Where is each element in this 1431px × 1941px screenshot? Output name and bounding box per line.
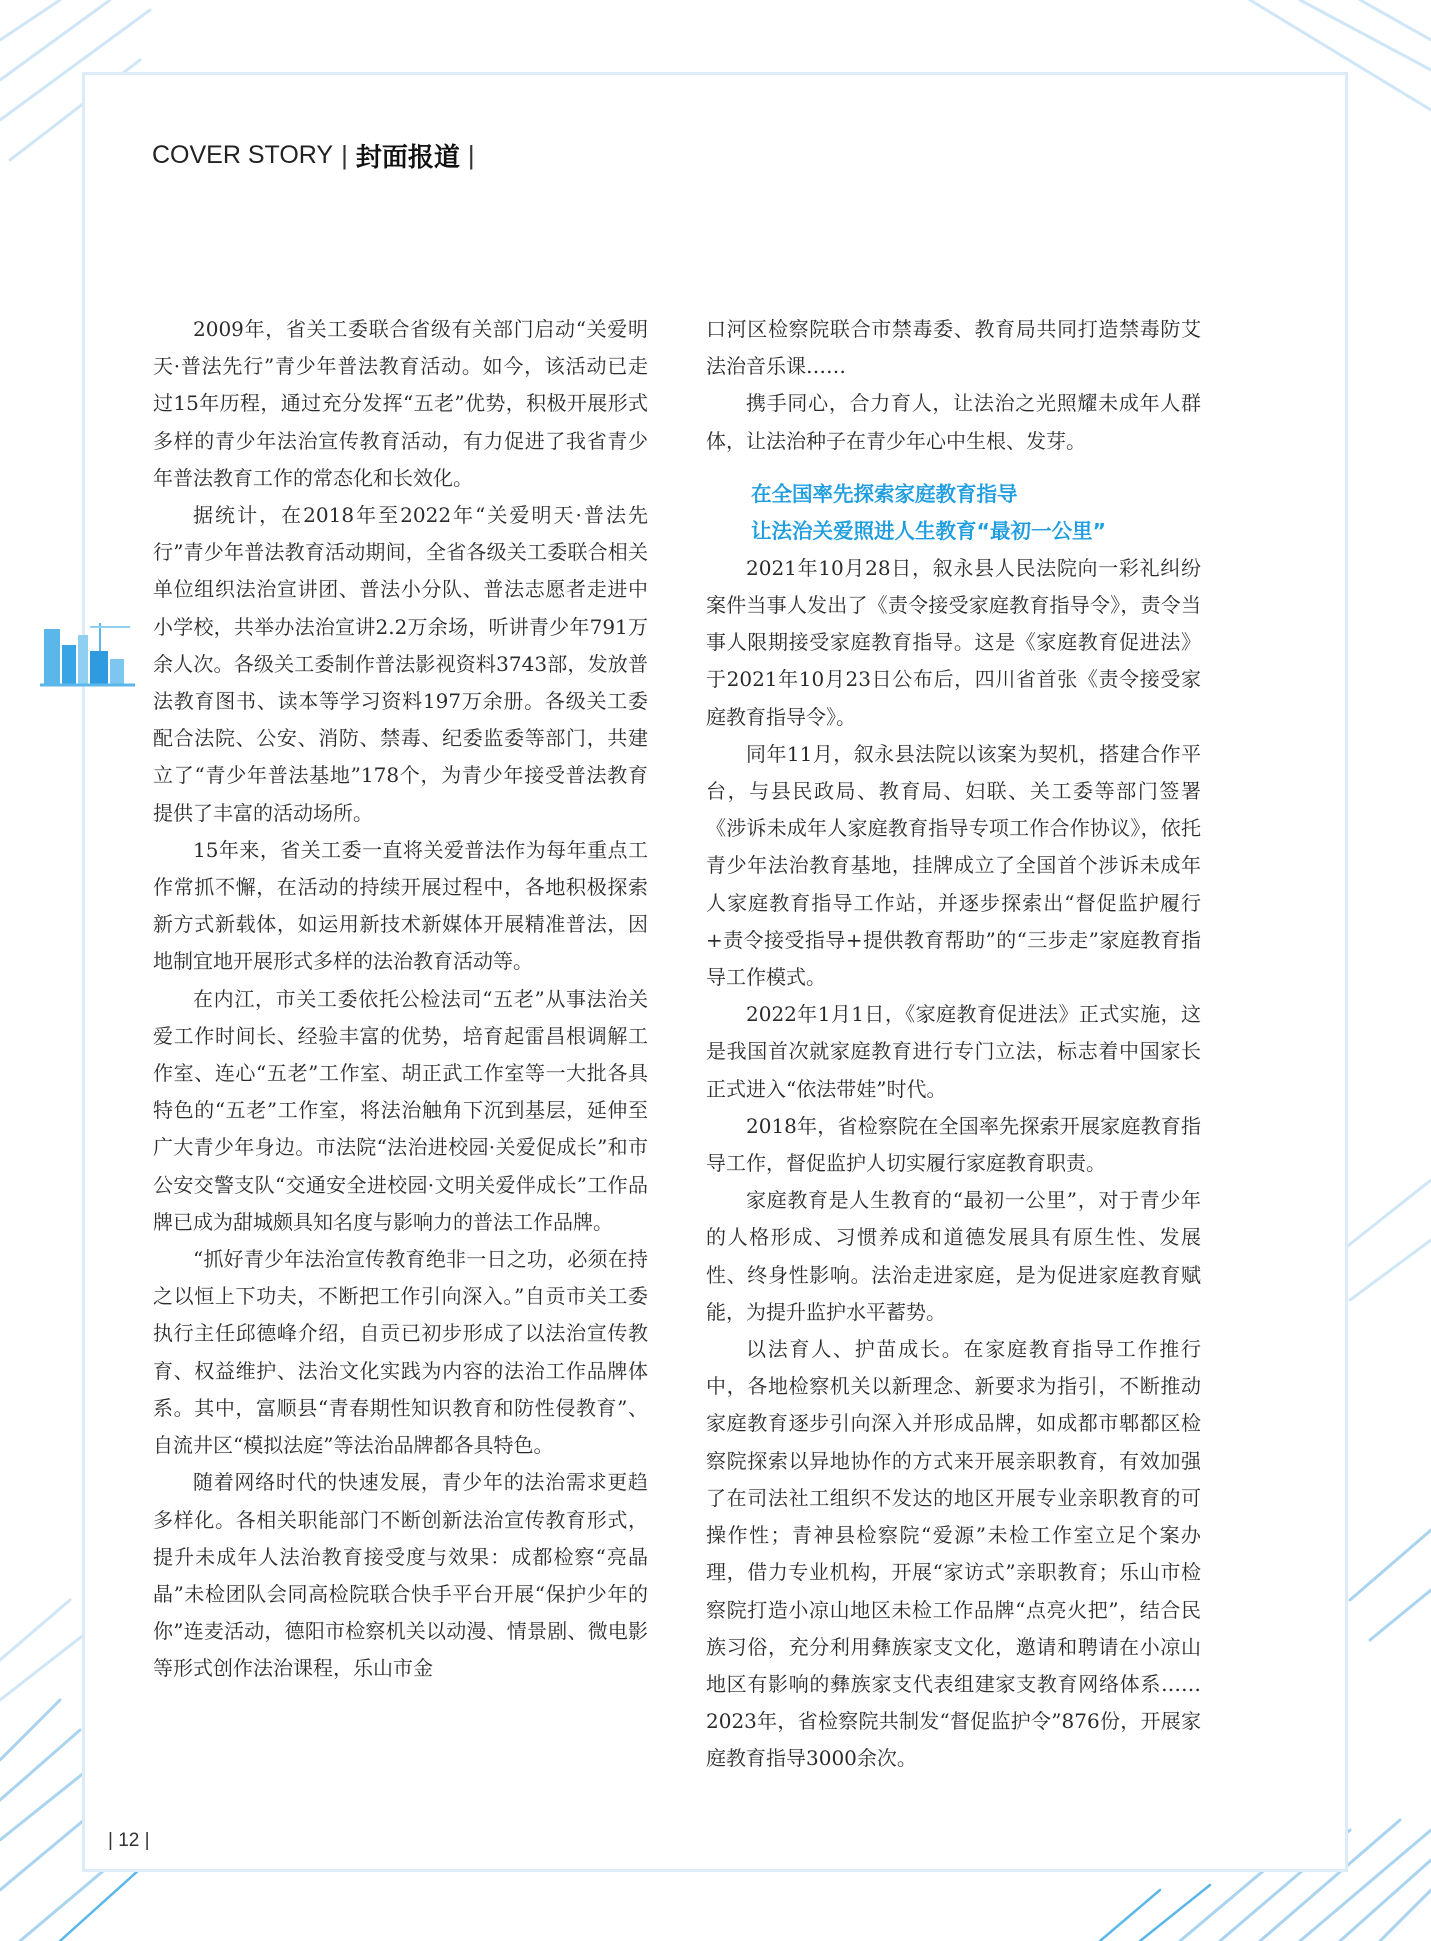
section-title-en: COVER STORY [152, 140, 334, 169]
body-paragraph: 据统计，在2018年至2022年“关爱明天·普法先行”青少年普法教育活动期间，全省各级关工委联合相关单位组织法治宣讲团、普法小分队、普法志愿者走进中小学校，共举办法治宣讲2.2万余场，听讲青少年791万余人次。各级关工委制作普法影视资料3743部，发放普法教育图书、读本等学习资料197万余册。各级关工委配合法院、公安、消防、禁毒、纪委监委等部门，共建立了“青少年普法基地”178个，为青少年接受普法教育提供了丰富的活动场所。 [153, 503, 648, 825]
right-column [706, 311, 1201, 1778]
body-paragraph: 2021年10月28日，叙永县人民法院向一彩礼纠纷案件当事人发出了《责令接受家庭教育指导令》，责令当事人限期接受家庭教育指导。这是《家庭教育促进法》于2021年10月23日公布后，四川省首张《责令接受家庭教育指导令》。 [706, 555, 1201, 729]
body-paragraph: “抓好青少年法治宣传教育绝非一日之功，必须在持之以恒上下功夫，不断把工作引向深入。”自贡市关工委执行主任邱德峰介绍，自贡已初步形成了以法治宣传教育、权益维护、法治文化实践为内容的法治工作品牌体系。其中，富顺县“青春期性知识教育和防性侵教育”、自流井区“模拟法庭”等法治品牌都各具特色。 [153, 1247, 648, 1458]
body-paragraph: 在内江，市关工委依托公检法司“五老”从事法治关爱工作时间长、经验丰富的优势，培育起雷昌根调解工作室、连心“五老”工作室、胡正武工作室等一大批各具特色的“五老”工作室，将法治触角下沉到基层，延伸至广大青少年身边。市法院“法治进校园·关爱促成长”和市公安交警支队“交通安全进校园·文明关爱伴成长”工作品牌已成为甜城颇具知名度与影响力的普法工作品牌。 [153, 986, 648, 1234]
body-paragraph: 同年11月，叙永县法院以该案为契机，搭建合作平台，与县民政局、教育局、妇联、关工委等部门签署《涉诉未成年人家庭教育指导专项工作合作协议》，依托青少年法治教育基地，挂牌成立了全国首个涉诉未成年人家庭教育指导工作站，并逐步探索出“督促监护履行+责令接受指导+提供教育帮助”的“三步走”家庭教育指导工作模式。 [706, 741, 1201, 990]
body-paragraph: 2022年1月1日，《家庭教育促进法》正式实施，这是我国首次就家庭教育进行专门立法，标志着中国家长正式进入“依法带娃”时代。 [706, 1002, 1201, 1101]
body-paragraph: 15年来，省关工委一直将关爱普法作为每年重点工作常抓不懈，在活动的持续开展过程中，各地积极探索新方式新载体，如运用新技术新媒体开展精准普法，因地制宜地开展形式多样的法治教育活动等。 [153, 837, 648, 974]
page-number: | 12 | [108, 1830, 150, 1851]
body-paragraph: 以法育人、护苗成长。在家庭教育指导工作推行中，各地检察机关以新理念、新要求为指引，不断推动家庭教育逐步引向深入并形成品牌，如成都市郫都区检察院探索以异地协作的方式来开展亲职教育，有效加强了在司法社工组织不发达的地区开展专业亲职教育的可操作性；青神县检察院“爱源”未检工作室立足个案办理，借力专业机构，开展“家访式”亲职教育；乐山市检察院打造小凉山地区未检工作品牌“点亮火把”，结合民族习俗，充分利用彝族家支文化，邀请和聘请在小凉山地区有影响的彝族家支代表组建家支教育网络体系……2023年，省检察院共制发“督促监护令”876份，开展家庭教育指导3000余次。 [706, 1337, 1201, 1771]
header-separator: | [341, 139, 348, 170]
subheading-line-2: 让法治关爱照进人生教育“最初一公里” [751, 518, 1106, 543]
left-column [153, 311, 648, 1688]
header-separator-end: | [467, 139, 475, 170]
body-paragraph: 2009年，省关工委联合省级有关部门启动“关爱明天·普法先行”青少年普法教育活动。如今，该活动已走过15年历程，通过充分发挥“五老”优势，积极开展形式多样的青少年法治宣传教育活动，有力促进了我省青少年普法教育工作的常态化和长效化。 [153, 317, 648, 490]
body-paragraph: 随着网络时代的快速发展，青少年的法治需求更趋多样化。各相关职能部门不断创新法治宣传教育形式，提升未成年人法治教育接受度与效果：成都检察“亮晶晶”未检团队会同高检院联合快手平台开展“保护少年的你”连麦活动，德阳市检察机关以动漫、情景剧、微电影等形式创作法治课程，乐山市金 [153, 1470, 648, 1681]
subheading-line-1: 在全国率先探索家庭教育指导 [751, 481, 1018, 506]
body-paragraph: 携手同心，合力育人，让法治之光照耀未成年人群体，让法治种子在青少年心中生根、发芽。 [706, 391, 1201, 453]
city-skyline-illustration [40, 615, 135, 695]
body-paragraph: 家庭教育是人生教育的“最初一公里”，对于青少年的人格形成、习惯养成和道德发展具有原生性、发展性、终身性影响。法治走进家庭，是为促进家庭教育赋能，为提升监护水平蓄势。 [706, 1188, 1201, 1324]
body-paragraph: 2018年，省检察院在全国率先探索开展家庭教育指导工作，督促监护人切实履行家庭教育职责。 [706, 1113, 1201, 1176]
section-title-cn: 封面报道 [355, 142, 460, 173]
section-header [152, 137, 483, 173]
continued-paragraph: 口河区检察院联合市禁毒委、教育局共同打造禁毒防艾法治音乐课…… [706, 317, 1201, 379]
